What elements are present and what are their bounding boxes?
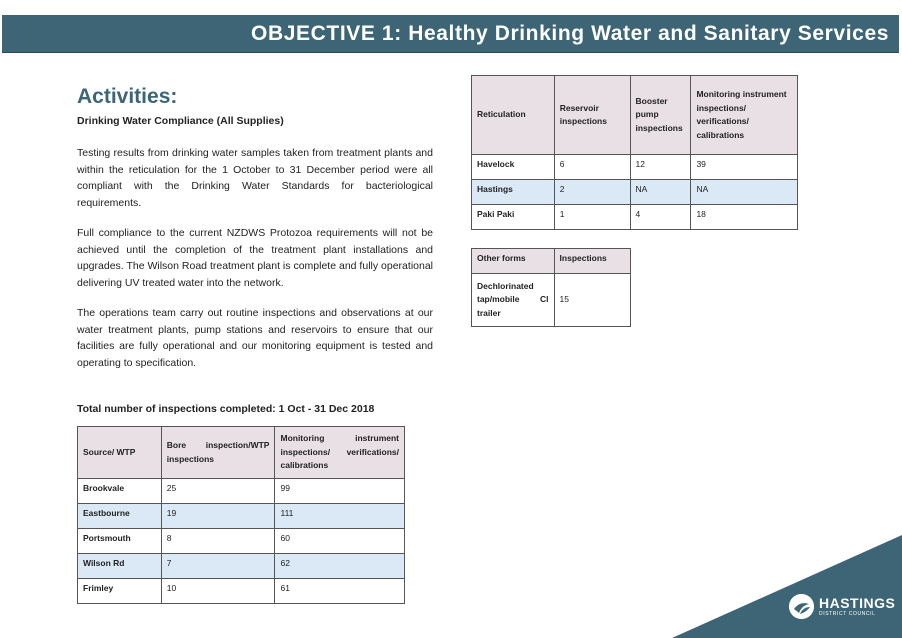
council-logo — [789, 594, 895, 619]
row-label: Portsmouth — [78, 529, 162, 554]
logo-subtitle: DISTRICT COUNCIL — [819, 610, 876, 617]
header-cell: Monitoring instrument inspections/ verifications/ calibrations — [691, 76, 798, 155]
table-cell: 18 — [691, 205, 798, 230]
header-cell: Source/ WTP — [78, 427, 162, 479]
paragraph-results: Testing results from drinking water samples taken from treatment plants and within the reticulation for the 1 October to 31 December period were all compliant with the Drinking Water Standards for bacteriological requirements. — [77, 147, 433, 209]
logo-name: HASTINGS — [819, 594, 896, 611]
table-cell: 60 — [275, 529, 405, 554]
row-label: Eastbourne — [78, 504, 162, 529]
table-cell: 1 — [554, 205, 630, 230]
header-cell: Inspections — [554, 249, 630, 274]
reticulation-inspections-table — [471, 75, 798, 230]
row-label: Wilson Rd — [78, 554, 162, 579]
table-row — [78, 479, 405, 504]
table-cell: 62 — [275, 554, 405, 579]
table-row — [78, 554, 405, 579]
table-cell: 15 — [554, 274, 630, 327]
table-cell: NA — [630, 180, 691, 205]
table-cell: 12 — [630, 155, 691, 180]
paragraph-operations: The operations team carry out routine inspections and observations at our water treatment plants, pump stations and reservoirs to ensure that our facilities are fully operational and our monitoring equipment is tested and operating to specification. — [77, 307, 433, 369]
table-header-row — [78, 427, 405, 479]
footer-triangle — [672, 535, 902, 638]
table-cell: 2 — [554, 180, 630, 205]
page-banner — [2, 15, 899, 53]
table-cell: 6 — [554, 155, 630, 180]
table-header-row — [472, 249, 631, 274]
table-cell: 39 — [691, 155, 798, 180]
page-title: OBJECTIVE 1: Healthy Drinking Water and Sanitary Services — [251, 22, 889, 45]
table-row — [472, 205, 798, 230]
source-inspections-table — [77, 426, 405, 604]
table-row — [78, 529, 405, 554]
table-row — [472, 274, 631, 327]
header-cell: Bore inspection/WTP inspections — [161, 427, 275, 479]
other-forms-table — [471, 248, 631, 327]
row-label: Brookvale — [78, 479, 162, 504]
row-label: Dechlorinated tap/mobile Cl trailer — [472, 274, 555, 327]
header-cell: Reticulation — [472, 76, 555, 155]
header-cell: Monitoring instrument inspections/ verifications/ calibrations — [275, 427, 405, 479]
table-row — [472, 155, 798, 180]
table-cell: 4 — [630, 205, 691, 230]
row-label: Havelock — [472, 155, 555, 180]
header-cell: Reservoir inspections — [554, 76, 630, 155]
table-row — [78, 504, 405, 529]
hastings-logo-icon — [789, 594, 814, 619]
header-cell: Other forms — [472, 249, 555, 274]
table-cell: 8 — [161, 529, 275, 554]
table-row — [78, 579, 405, 604]
table-cell: 25 — [161, 479, 275, 504]
table-cell: 99 — [275, 479, 405, 504]
table-cell: 7 — [161, 554, 275, 579]
table-header-row — [472, 76, 798, 155]
row-label: Frimley — [78, 579, 162, 604]
table-cell: 19 — [161, 504, 275, 529]
section-subheading: Drinking Water Compliance (All Supplies) — [77, 115, 284, 127]
table-row — [472, 180, 798, 205]
inspections-total-title: Total number of inspections completed: 1 Oct - 31 Dec 2018 — [77, 403, 375, 415]
table-cell: 10 — [161, 579, 275, 604]
table-cell: NA — [691, 180, 798, 205]
row-label: Paki Paki — [472, 205, 555, 230]
activities-section — [77, 82, 433, 371]
header-cell: Booster pump inspections — [630, 76, 691, 155]
table-cell: 61 — [275, 579, 405, 604]
paragraph-protozoa: Full compliance to the current NZDWS Protozoa requirements will not be achieved until the completion of the treatment plant installations and upgrades. The Wilson Road treatment plant is complete and fully operational delivering UV treated water into the network. — [77, 227, 433, 289]
activities-heading: Activities: — [77, 85, 178, 108]
row-label: Hastings — [472, 180, 555, 205]
table-cell: 111 — [275, 504, 405, 529]
